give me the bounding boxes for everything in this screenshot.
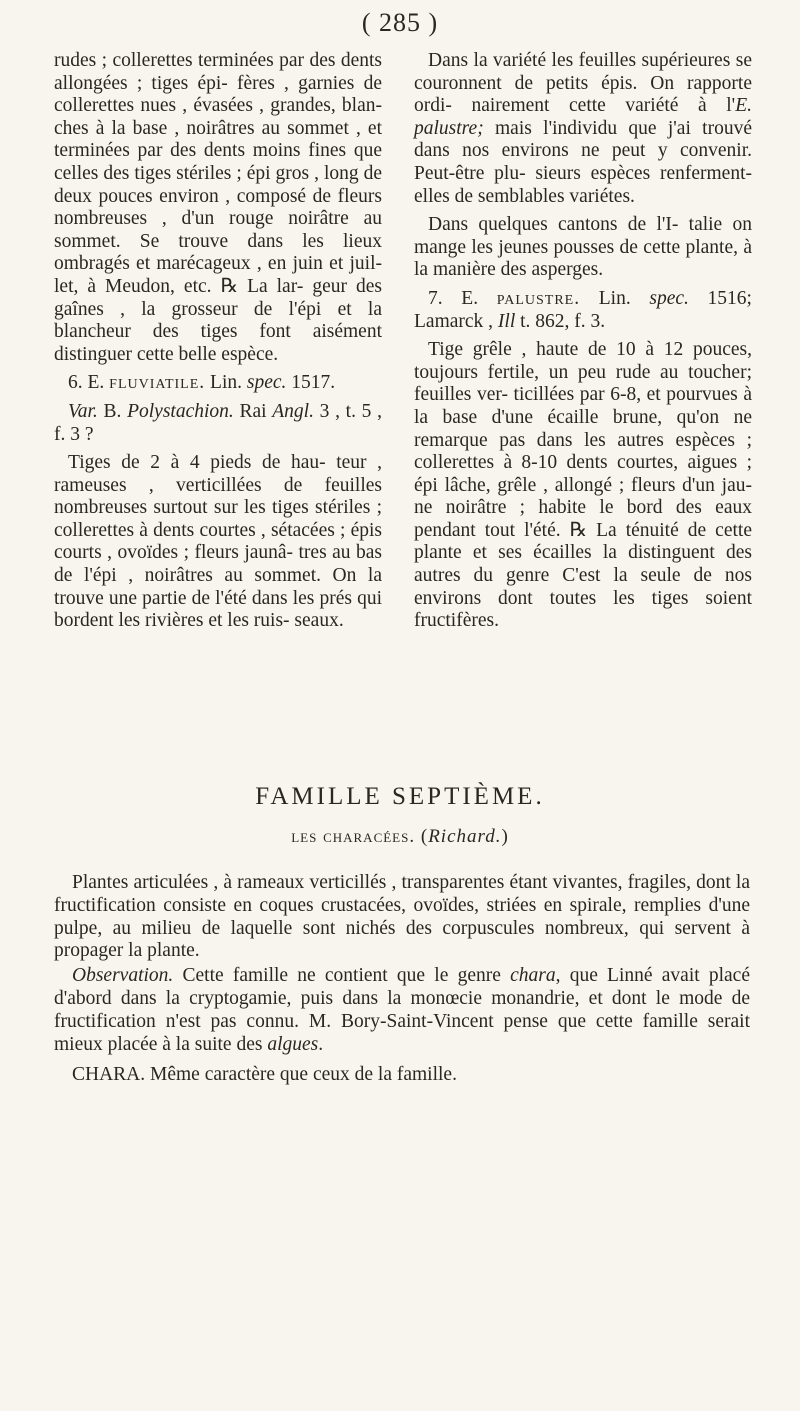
left-column: [54, 50, 382, 633]
chara-genus: CHARA. Même caractère que ceux de la famille.: [72, 1064, 457, 1086]
species-6-variety: Var. B. Polystachion. Rai Angl. 3 , t. 5 , f. 3 ?: [54, 400, 382, 445]
left-paragraph-1: rudes ; collerettes terminées par des dents allongées ; tiges épi- fères , garnies de collerettes nues , évasées , grandes, blan- ches à la base , noirâtres au sommet , et terminées par des dents moins fines que celles des tiges stériles ; épi gros , long de deux pouces environ , composé de fleurs nombreuses , d'un rouge noirâtre au sommet. Se trouve dans les lieux ombragés et marécageux , en juin et juil- let, à Meudon, etc. ℞ La lar- geur des gaînes , la grosseur de l'épi et la blancheur des tiges font aisément distinguer cette belle espèce.: [54, 50, 382, 365]
family-body: [54, 872, 750, 1087]
perennial-mark: ℞: [569, 519, 588, 541]
right-paragraph-2: Dans quelques cantons de l'I- talie on mange les jeunes pousses de cette plante, à la manière des asperges.: [414, 214, 752, 281]
species-7-heading: 7. E. palustre. Lin. spec. 1516; Lamarck , Ill t. 862, f. 3.: [414, 287, 752, 332]
species-7-description: Tige grêle , haute de 10 à 12 pouces, toujours fertile, un peu rude au toucher; feuilles ver- ticillées par 6-8, et pourvues à la base d'une écaille brune, qu'on ne remarque pas dans les autres espèces ; collerettes à 8-10 dents courtes, aigues ; épi lâche, grêle , allongé ; fleurs d'un jau- ne noirâtre ; habite le bord des eaux pendant tout l'été. ℞ La ténuité de cette plante et ses écailles la distinguent des autres du genre C'est la seule de nos environs dont toutes les tiges soient fructifères.: [414, 339, 752, 632]
species-6-heading: 6. E. fluviatile. Lin. spec. 1517.: [68, 372, 336, 394]
page-number: ( 285 ): [361, 8, 439, 37]
species-6-description: Tiges de 2 à 4 pieds de hau- teur , rameuses , verticillées de feuilles nombreuses surtout sur les tiges stériles ; collerettes à dents courtes , sétacées ; épis courts , ovoïdes ; fleurs jaunâ- tres au bas de l'épi , noirâtres au sommet. On la trouve une partie de l'été dans les prés qui bordent les rivières et les ruis- seaux.: [54, 452, 382, 632]
right-paragraph-1: Dans la variété les feuilles supérieures se couronnent de petits épis. On rapporte ordi- nairement cette variété à l'E. palustre; mais l'individu que j'ai trouvé dans nos environs ne peut y convenir. Peut-être plu- sieurs espèces renferment-elles de semblables variétes.: [414, 50, 752, 207]
family-subheading: les characées. (Richard.): [291, 826, 509, 847]
family-heading: FAMILLE SEPTIÈME.: [255, 783, 545, 810]
family-observation: Observation. Cette famille ne contient que le genre chara, que Linné avait placé d'abord dans la cryptogamie, puis dans la monœcie monandrie, et dont le mode de fructification n'est pas connu. M. Bory-Saint-Vincent pense que cette famille serait mieux placée à la suite des algues.: [54, 965, 750, 1055]
right-column: [414, 50, 752, 633]
family-description: Plantes articulées , à rameaux verticillés , transparentes étant vivantes, fragiles, dont la fructification consiste en coques crustacées, ovoïdes, striées en spirale, remplies d'une pulpe, au milieu de laquelle sont nichés des corpuscules nombreux, qui servent à propager la plante.: [54, 872, 750, 962]
perennial-mark: ℞: [220, 275, 239, 297]
